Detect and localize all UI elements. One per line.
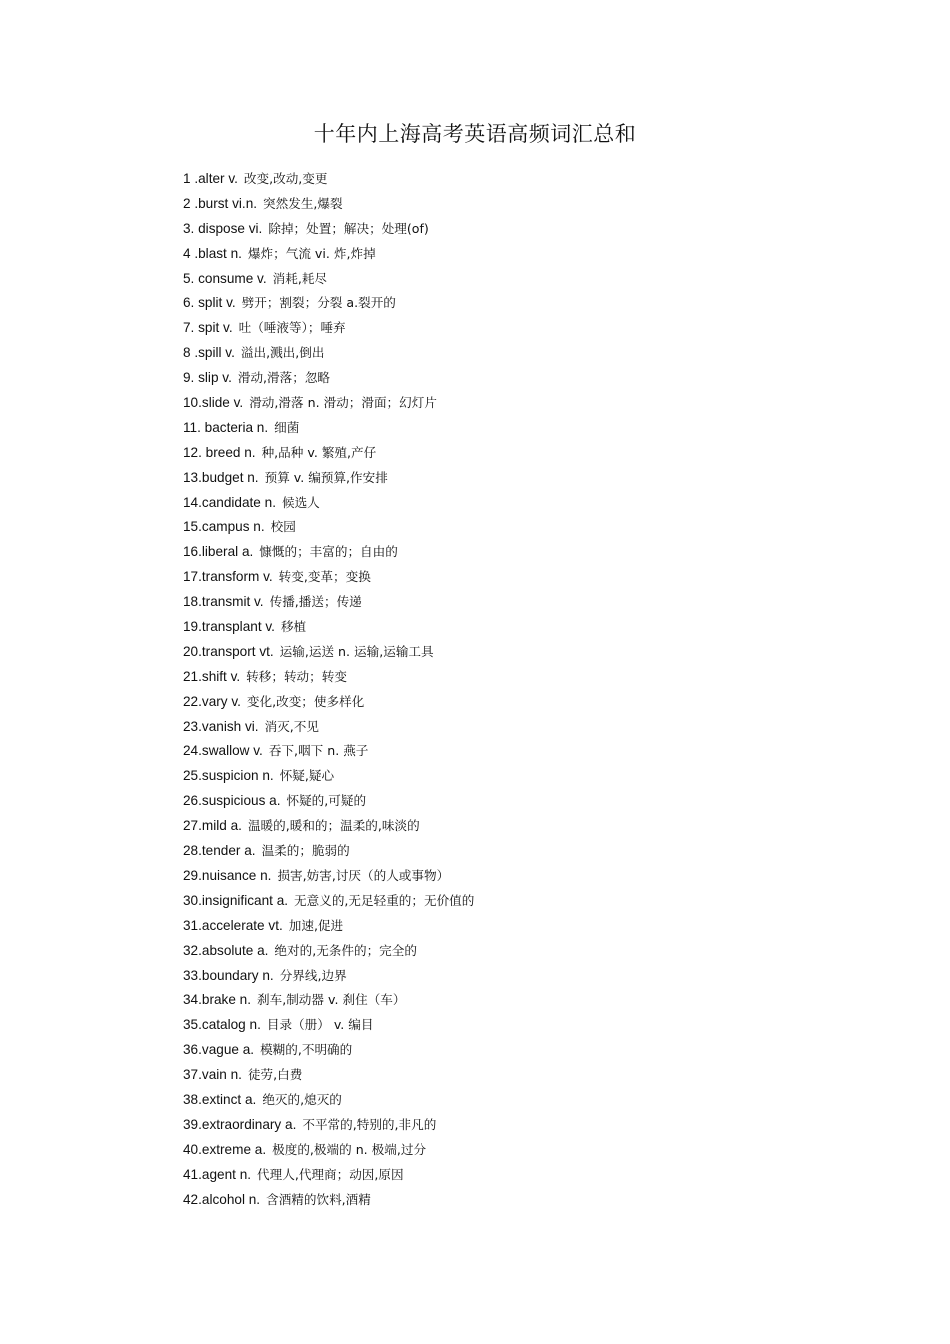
vocab-entry (183, 441, 474, 466)
vocab-term: 1 .alter v. (183, 171, 238, 186)
vocabulary-list (183, 167, 474, 1212)
vocab-entry (183, 715, 474, 740)
vocab-entry (183, 242, 474, 267)
vocab-term: 27.mild a. (183, 818, 242, 834)
vocab-entry (183, 1088, 474, 1113)
vocab-entry (183, 341, 474, 366)
vocab-definition: 目录（册） v. 编目 (266, 1017, 374, 1033)
vocab-term: 22.vary v. (183, 693, 241, 709)
vocab-term: 42.alcohol n. (183, 1191, 261, 1207)
vocab-definition: 除掉；处置；解决；处理(of) (268, 220, 429, 236)
vocab-term: 2 .burst vi.n. (183, 195, 258, 211)
vocab-definition: 突然发生,爆裂 (263, 195, 343, 211)
vocab-term: 33.boundary n. (183, 967, 274, 983)
vocab-definition: 消灭,不见 (264, 718, 319, 734)
vocab-entry (183, 665, 474, 690)
vocab-definition: 刹车,制动器 v. 刹住（车） (257, 992, 406, 1008)
vocab-definition: 绝灭的,熄灭的 (262, 1091, 342, 1107)
vocab-entry (183, 267, 474, 292)
vocab-entry (183, 466, 474, 491)
vocab-entry (183, 366, 474, 391)
vocab-entry (183, 1038, 474, 1063)
vocab-definition: 代理人,代理商；动因,原因 (257, 1166, 404, 1182)
vocab-term: 17.transform v. (183, 569, 273, 585)
vocab-entry (183, 1188, 474, 1213)
page-title: 十年内上海高考英语高频词汇总和 (313, 122, 637, 146)
vocab-term: 37.vain n. (183, 1067, 242, 1083)
vocab-entry (183, 1163, 474, 1188)
vocab-definition: 转移；转动；转变 (246, 668, 347, 684)
vocab-entry (183, 590, 474, 615)
vocab-definition: 吐（唾液等）；唾弃 (238, 320, 346, 336)
vocab-entry (183, 964, 474, 989)
vocab-entry (183, 914, 474, 939)
vocab-definition: 吞下,咽下 n. 燕子 (268, 743, 369, 759)
vocab-entry (183, 1113, 474, 1138)
vocab-term: 20.transport vt. (183, 643, 274, 659)
vocab-definition: 怀疑,疑心 (279, 768, 335, 784)
vocab-definition: 不平常的,特别的,非凡的 (302, 1116, 437, 1132)
vocab-term: 28.tender a. (183, 843, 256, 859)
vocab-term: 5. consume v. (183, 270, 267, 286)
vocab-entry (183, 316, 474, 341)
vocab-term: 35.catalog n. (183, 1017, 261, 1033)
vocab-definition: 转变,变革；变换 (278, 569, 371, 585)
vocab-definition: 种,品种 v. 繁殖,产仔 (261, 444, 377, 460)
vocab-entry (183, 615, 474, 640)
vocab-definition: 预算 v. 编预算,作安排 (264, 469, 388, 485)
vocab-entry (183, 939, 474, 964)
vocab-entry (183, 391, 474, 416)
vocab-entry (183, 217, 474, 242)
vocab-term: 3. dispose vi. (183, 220, 263, 236)
vocab-term: 9. slip v. (183, 370, 232, 386)
vocab-definition: 怀疑的,可疑的 (286, 793, 367, 809)
vocab-term: 4 .blast n. (183, 245, 242, 261)
vocab-entry (183, 540, 474, 565)
vocab-definition: 温柔的；脆弱的 (261, 843, 350, 859)
vocab-definition: 慷慨的；丰富的；自由的 (259, 544, 398, 560)
vocab-entry (183, 515, 474, 540)
vocab-term: 26.suspicious a. (183, 793, 281, 809)
vocab-entry (183, 739, 474, 764)
vocab-definition: 滑动,滑落 n. 滑动；滑面；幻灯片 (249, 395, 437, 411)
vocab-term: 18.transmit v. (183, 594, 264, 610)
vocab-term: 12. breed n. (183, 444, 256, 460)
vocab-entry (183, 565, 474, 590)
vocab-term: 41.agent n. (183, 1166, 252, 1182)
vocab-definition: 分界线,边界 (279, 967, 347, 983)
vocab-term: 15.campus n. (183, 519, 265, 535)
vocab-definition: 爆炸；气流 vi. 炸,炸掉 (247, 245, 376, 261)
vocab-term: 31.accelerate vt. (183, 917, 283, 933)
vocab-definition: 消耗,耗尽 (272, 270, 328, 286)
vocab-entry (183, 988, 474, 1013)
vocab-entry (183, 839, 474, 864)
vocab-term: 19.transplant v. (183, 619, 275, 635)
vocab-entry (183, 889, 474, 914)
vocab-term: 7. spit v. (183, 320, 233, 336)
vocab-term: 25.suspicion n. (183, 768, 274, 784)
vocab-term: 16.liberal a. (183, 544, 254, 560)
vocab-entry (183, 1013, 474, 1038)
vocab-definition: 无意义的,无足轻重的；无价值的 (294, 892, 475, 908)
vocab-entry (183, 764, 474, 789)
vocab-term: 14.candidate n. (183, 494, 276, 510)
vocab-term: 8 .spill v. (183, 345, 235, 361)
vocab-term: 32.absolute a. (183, 942, 269, 958)
vocab-definition: 含酒精的饮料,酒精 (266, 1191, 371, 1207)
vocab-term: 6. split v. (183, 295, 236, 311)
vocab-definition: 温暖的,暖和的；温柔的,味淡的 (247, 818, 420, 834)
vocab-entry (183, 1063, 474, 1088)
vocab-entry (183, 192, 474, 217)
vocab-definition: 徒劳,白费 (247, 1067, 303, 1083)
vocab-definition: 模糊的,不明确的 (260, 1042, 353, 1058)
vocab-entry (183, 167, 474, 192)
vocab-definition: 校园 (270, 519, 296, 535)
vocab-term: 29.nuisance n. (183, 867, 272, 883)
vocab-entry (183, 864, 474, 889)
vocab-definition: 绝对的,无条件的；完全的 (274, 942, 417, 958)
vocab-definition: 传播,播送；传递 (269, 594, 362, 610)
vocab-entry (183, 1138, 474, 1163)
vocab-term: 21.shift v. (183, 668, 241, 684)
vocab-definition: 加速,促进 (288, 917, 344, 933)
vocab-entry (183, 291, 474, 316)
vocab-entry (183, 690, 474, 715)
vocab-term: 30.insignificant a. (183, 892, 289, 908)
vocab-term: 36.vague a. (183, 1042, 255, 1058)
vocab-entry (183, 491, 474, 516)
vocab-definition: 运输,运送 n. 运输,运输工具 (279, 643, 434, 659)
vocab-definition: 变化,改变；使多样化 (246, 693, 365, 709)
vocab-term: 24.swallow v. (183, 743, 263, 759)
vocab-term: 38.extinct a. (183, 1091, 257, 1107)
vocab-term: 13.budget n. (183, 469, 259, 485)
vocab-definition: 候选人 (281, 494, 320, 510)
vocab-entry (183, 416, 474, 441)
vocab-entry (183, 640, 474, 665)
vocab-definition: 滑动,滑落；忽略 (237, 370, 331, 386)
vocab-term: 39.extraordinary a. (183, 1116, 297, 1132)
vocab-term: 40.extreme a. (183, 1141, 267, 1157)
vocab-term: 23.vanish vi. (183, 718, 259, 734)
vocab-entry (183, 789, 474, 814)
vocab-definition: 损害,妨害,讨厌（的人或事物） (277, 867, 450, 883)
vocab-entry (183, 814, 474, 839)
vocab-definition: 细菌 (274, 419, 300, 435)
vocab-definition: 劈开；割裂；分裂 a.裂开的 (241, 295, 396, 311)
vocab-term: 10.slide v. (183, 395, 244, 411)
vocab-definition: 移植 (280, 619, 307, 635)
vocab-term: 11. bacteria n. (183, 419, 269, 435)
vocab-definition: 极度的,极端的 n. 极端,过分 (272, 1141, 427, 1157)
vocab-definition: 改变,改动,变更 (243, 171, 328, 186)
vocab-term: 34.brake n. (183, 992, 252, 1008)
vocab-definition: 溢出,溅出,倒出 (240, 345, 325, 361)
